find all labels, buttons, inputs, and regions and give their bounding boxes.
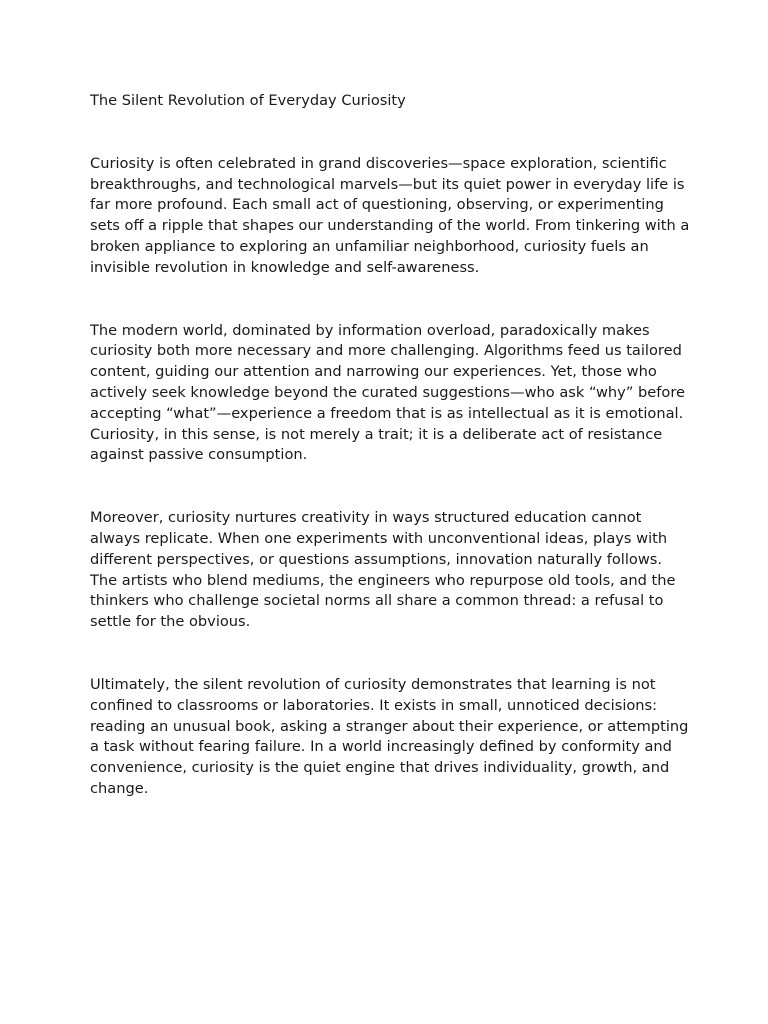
paragraph-3: Moreover, curiosity nurtures creativity in ways structured education cannot always replicate. When one experiments with unconventional ideas, plays with different perspectives, or questions assumptions, innovation naturally follows. The artists who blend mediums, the engineers who repurpose old tools, and the thinkers who challenge societal norms all share a common thread: a refusal to settle for the obvious. xyxy=(90,509,676,631)
paragraph-1: Curiosity is often celebrated in grand discoveries—space exploration, scientific breakthroughs, and technological marvels—but its quiet power in everyday life is far more profound. Each small act of questioning, observing, or experimenting sets off a ripple that shapes our understanding of the world. From tinkering with a broken appliance to exploring an unfamiliar neighborhood, curiosity fuels an invisible revolution in knowledge and self-awareness. xyxy=(90,154,690,276)
paragraph-2: The modern world, dominated by information overload, paradoxically makes curiosity both more necessary and more challenging. Algorithms feed us tailored content, guiding our attention and narrowing our experiences. Yet, those who actively seek knowledge beyond the curated suggestions—who ask “why” before accepting “what”—experience a freedom that is as intellectual as it is emotional. Curiosity, in this sense, is not merely a trait; it is a deliberate act of resistance against passive consumption. xyxy=(90,321,685,464)
document-title: The Silent Revolution of Everyday Curiosity xyxy=(90,92,406,109)
document-page xyxy=(90,91,690,842)
paragraph-4: Ultimately, the silent revolution of curiosity demonstrates that learning is not confined to classrooms or laboratories. It exists in small, unnoticed decisions: reading an unusual book, asking a stranger about their experience, or attempting a task without fearing failure. In a world increasingly defined by conformity and convenience, curiosity is the quiet engine that drives individuality, growth, and change. xyxy=(90,675,689,797)
